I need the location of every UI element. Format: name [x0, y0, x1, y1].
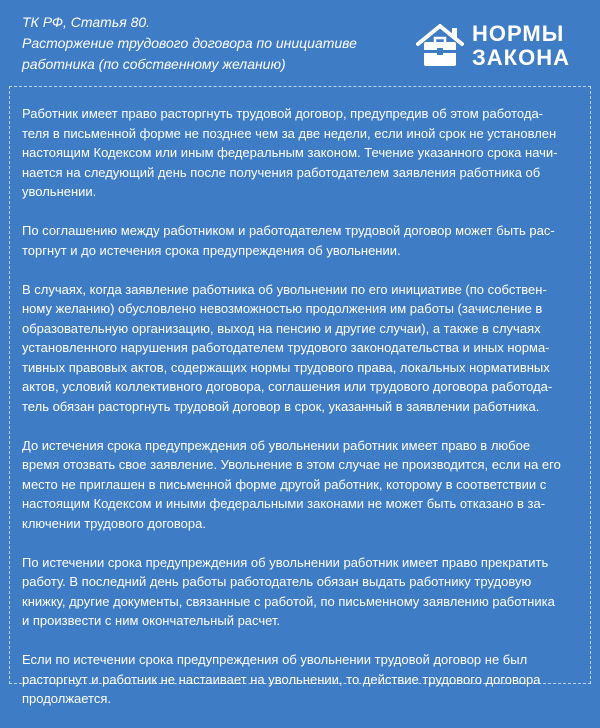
- paragraph-line: Если по истечении срока предупреждения об увольнении трудовой договор не был: [22, 652, 528, 667]
- paragraph-line: настоящим Кодексом или иным федеральным законом. Течение указанного срока начи-: [22, 145, 558, 160]
- paragraph-line: По соглашению между работником и работодателем трудовой договор может быть рас-: [22, 223, 555, 238]
- house-briefcase-icon: [414, 20, 466, 70]
- paragraph-line: время отозвать свое заявление. Увольнение в этом случае не производится, если на его: [22, 457, 561, 472]
- paragraph-line: настоящим Кодексом и иными федеральными законами не может быть отказано в за-: [22, 496, 546, 511]
- paragraph-line: работу. В последний день работы работодатель обязан выдать работнику трудовую: [22, 574, 532, 589]
- paragraph-line: и произвести с ним окончательный расчет.: [22, 613, 281, 628]
- article-number: ТК РФ, Статья 80.: [22, 14, 151, 30]
- paragraph: [22, 650, 578, 709]
- paragraph-line: место не приглашен в письменной форме другой работник, которому в соответствии с: [22, 476, 547, 492]
- article-title-line-2: работника (по собственному желанию): [22, 56, 286, 72]
- paragraph-line: расторгнут и работник не настаивает на увольнении, то действие трудового договора: [22, 671, 541, 687]
- paragraph: [22, 221, 578, 260]
- paragraph-line: До истечения срока предупреждения об увольнении работник имеет право в любое: [22, 437, 531, 453]
- paragraph-line: установленного нарушения работодателем трудового законодательства и иных норма-: [22, 340, 550, 355]
- paragraph: [22, 553, 578, 631]
- paragraph-line: тель обязан расторгнуть трудовой договор в срок, указанный в заявлении работника.: [22, 398, 540, 414]
- paragraph-line: образовательную организацию, выход на пенсию и другие случаи), а также в случаях: [22, 320, 541, 336]
- logo-word-1: НОРМЫ: [472, 21, 565, 46]
- paragraph-line: торгнут и до истечения срока предупреждения об увольнении.: [22, 242, 401, 258]
- paragraph-line: Работник имеет право расторгнуть трудовой договор, предупредив об этом работода-: [22, 106, 544, 121]
- article-body: [22, 104, 578, 728]
- paragraph-line: книжку, другие документы, связанные с работой, по письменному заявлению работника: [22, 593, 555, 609]
- article-title-line-1: Расторжение трудового договора по инициативе: [22, 35, 357, 51]
- paragraph: [22, 280, 578, 417]
- paragraph-line: По истечении срока предупреждения об увольнении работник имеет право прекратить: [22, 554, 549, 570]
- paragraph-line: тивных правовых актов, содержащих нормы трудового права, локальных нормативных: [22, 359, 550, 375]
- paragraph-line: продолжается.: [22, 691, 112, 706]
- paragraph-line: ключении трудового договора.: [22, 515, 206, 531]
- paragraph-line: нается на следующий день после получения работодателем заявления работника об: [22, 164, 541, 180]
- paragraph-line: увольнении.: [22, 184, 97, 199]
- brand-logo: [414, 20, 584, 72]
- paragraph-line: актов, условий коллективного договора, соглашения или трудового договора работода-: [22, 379, 553, 394]
- paragraph-line: ному желанию) обусловлено невозможностью продолжения им работы (зачисление в: [22, 301, 543, 316]
- document-header: [0, 0, 600, 86]
- logo-word-2: ЗАКОНА: [472, 45, 570, 70]
- paragraph-line: В случаях, когда заявление работника об увольнении по его инициативе (по собствен-: [22, 281, 547, 297]
- paragraph: [22, 104, 578, 202]
- paragraph: [22, 436, 578, 534]
- article-heading: [22, 12, 402, 75]
- paragraph-line: теля в письменной форме не позднее чем за две недели, если иной срок не установлен: [22, 125, 557, 141]
